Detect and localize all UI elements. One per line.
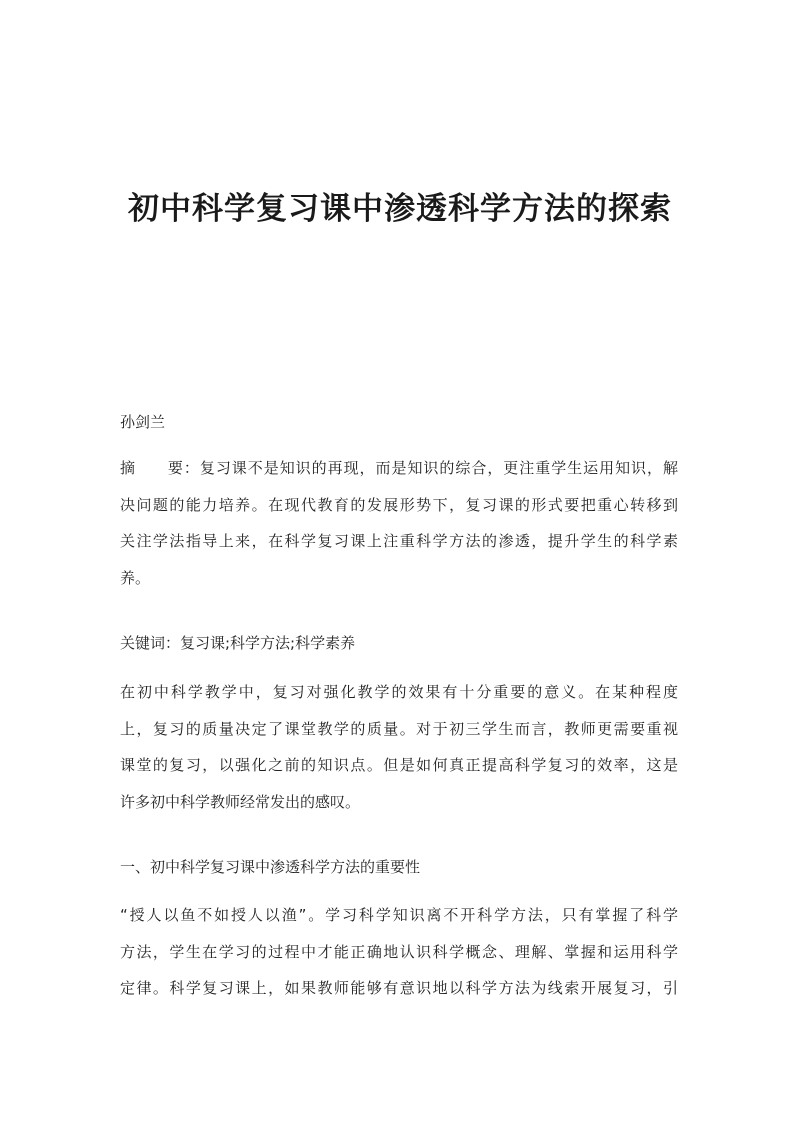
paragraph-line: 方法，学生在学习的过程中才能正确地认识科学概念、理解、掌握和运用科学 [120, 942, 678, 961]
paragraph-line: 许多初中科学教师经常发出的感叹。 [120, 792, 361, 811]
abstract-label: 摘 要： [120, 459, 200, 477]
paragraph-line: 在初中科学教学中，复习对强化教学的效果有十分重要的意义。在某种程度 [120, 683, 678, 701]
paragraph [120, 674, 678, 820]
paragraph-line: 定律。科学复习课上，如果教师能够有意识地以科学方法为线索开展复习，引 [120, 979, 678, 997]
abstract-line: 养。 [120, 568, 151, 587]
abstract [120, 450, 678, 596]
paragraph-line: 课堂的复习，以强化之前的知识点。但是如何真正提高科学复习的效率，这是 [120, 756, 678, 774]
abstract-line [120, 450, 678, 487]
paragraph-line: “授人以鱼不如授人以渔”。学习科学知识离不开科学方法，只有掌握了科学 [120, 906, 678, 924]
section-heading: 一、初中科学复习课中渗透科学方法的重要性 [120, 858, 421, 876]
abstract-line: 关注学法指导上来，在科学复习课上注重科学方法的渗透，提升学生的科学素 [120, 532, 678, 550]
author-name: 孙剑兰 [120, 413, 166, 431]
paragraph [120, 897, 678, 1007]
paragraph-line: 上，复习的质量决定了课堂教学的质量。对于初三学生而言，教师更需要重视 [120, 719, 678, 738]
document-title: 初中科学复习课中渗透科学方法的探索 [128, 191, 672, 227]
keywords: 关键词：复习课;科学方法;科学素养 [120, 634, 356, 652]
abstract-line: 决问题的能力培养。在现代教育的发展形势下，复习课的形式要把重心转移到 [120, 495, 678, 514]
abstract-text: 复习课不是知识的再现，而是知识的综合，更注重学生运用知识，解 [199, 459, 678, 477]
